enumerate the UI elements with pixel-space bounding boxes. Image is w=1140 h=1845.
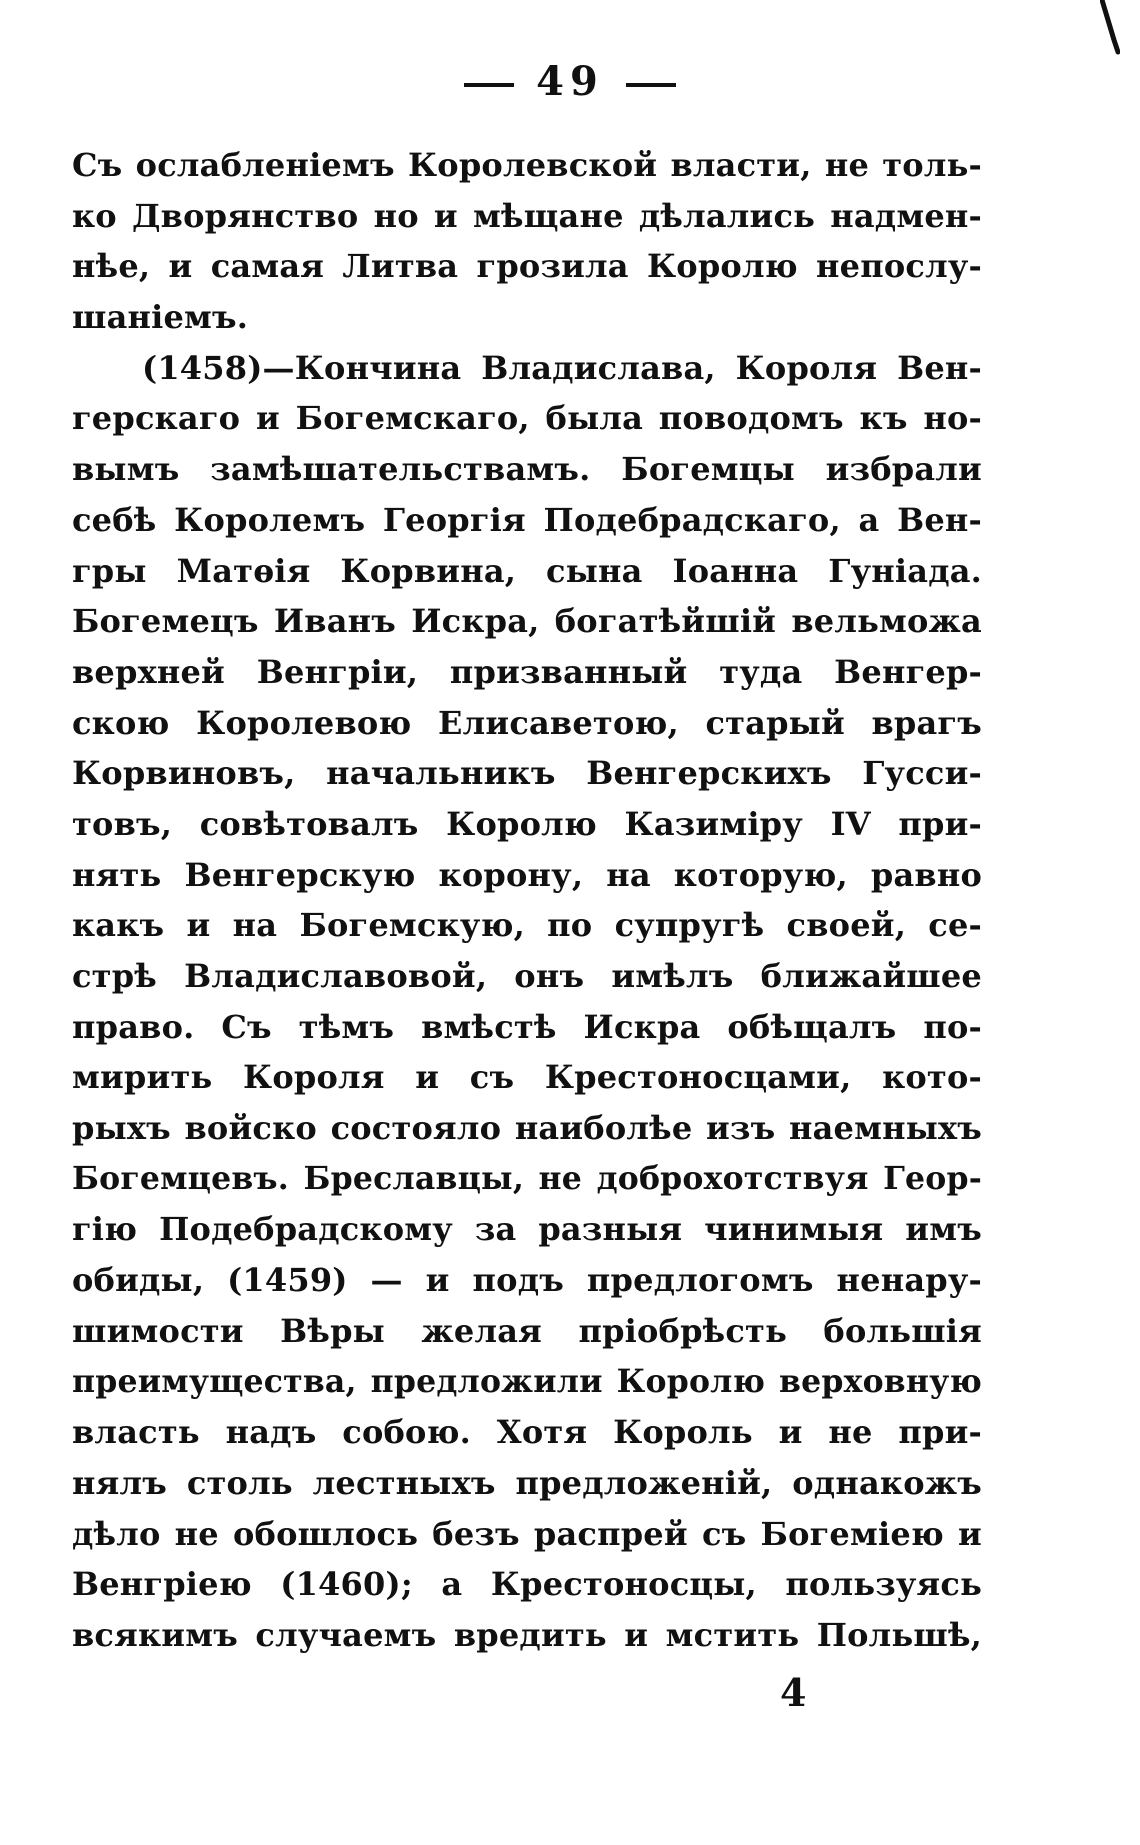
text-line: Богемецъ Иванъ Искра, богатѣйшій вельможа (72, 602, 982, 641)
text-line: Съ ослабленіемъ Королевской власти, не толь- (72, 146, 982, 184)
text-line: вымъ замѣшательствамъ. Богемцы избрали (72, 450, 982, 489)
text-line: шимости Вѣры желая пріобрѣсть большія (72, 1311, 982, 1350)
text-line: скою Королевою Елисаветою, старый врагъ (72, 703, 982, 742)
text-line: обиды, (1459) — и подъ предлогомъ ненару- (72, 1261, 982, 1300)
text-line: себѣ Королемъ Георгія Подебрадскаго, а Вен- (72, 500, 982, 539)
text-line: герскаго и Богемскаго, была поводомъ къ но- (72, 399, 982, 438)
signature-mark: 4 (780, 1670, 807, 1715)
text-line: верхней Венгріи, призванный туда Венгер- (72, 652, 982, 691)
text-line: стрѣ Владиславовой, онъ имѣлъ ближайшее (72, 957, 982, 995)
text-line: всякимъ случаемъ вредить и мстить Польшѣ, (72, 1615, 982, 1654)
header-dash-right (626, 83, 676, 87)
text-line: рыхъ войско состояло наиболѣе изъ наемныхъ (72, 1109, 982, 1148)
text-line: Венгріею (1460); а Крестоносцы, пользуясь (72, 1565, 982, 1604)
text-line: гію Подебрадскому за разныя чинимыя имъ (72, 1210, 982, 1249)
page-number: 49 (536, 58, 604, 105)
text-line: товъ, совѣтовалъ Королю Казиміру IV при- (72, 804, 982, 843)
text-line: преимущества, предложили Королю верховную (72, 1362, 982, 1400)
text-line: нять Венгерскую корону, на которую, равно (72, 855, 982, 894)
text-line: ко Дворянство но и мѣщане дѣлались надмен- (72, 196, 982, 235)
text-line: (1458)—Кончина Владислава, Короля Вен- (142, 348, 982, 387)
page-number-header (0, 52, 1140, 112)
text-line: Богемцевъ. Бреславцы, не доброхотствуя Геор- (72, 1159, 982, 1197)
body-text (72, 140, 982, 1661)
text-line: нѣе, и самая Литва грозила Королю непослу- (72, 247, 982, 286)
text-line: право. Съ тѣмъ вмѣстѣ Искра обѣщалъ по- (72, 1007, 982, 1046)
text-line: нялъ столь лестныхъ предложеній, однакожъ (72, 1463, 982, 1502)
scan-edge-mark (1100, 0, 1120, 60)
text-line: дѣло не обошлось безъ распрей съ Богеміею и (72, 1514, 982, 1553)
text-line: мирить Короля и съ Крестоносцами, кото- (72, 1058, 982, 1097)
text-line: Корвиновъ, начальникъ Венгерскихъ Гусси- (72, 754, 982, 793)
text-line: шаніемъ. (72, 298, 249, 337)
text-line: какъ и на Богемскую, по супругѣ своей, се- (72, 906, 982, 945)
text-line: власть надъ собою. Хотя Король и не при- (72, 1413, 982, 1452)
text-line: гры Матѳія Корвина, сына Іоанна Гуніада. (72, 551, 982, 590)
header-dash-left (464, 83, 514, 87)
